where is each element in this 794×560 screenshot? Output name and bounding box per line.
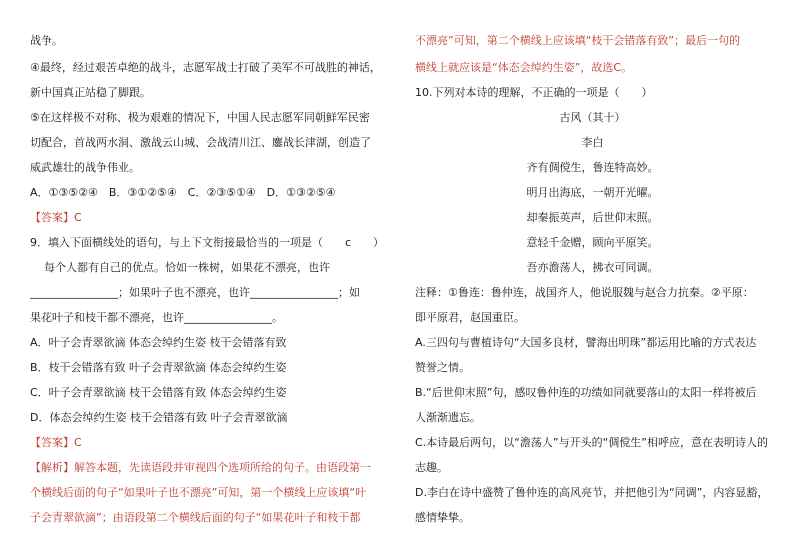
explanation-line: 子会青翠欲滴”；由语段第二个横线后面的句子“如果花叶子和枝干都	[30, 511, 361, 524]
text-line: ⑤在这样极不对称、极为艰难的情况下，中国人民志愿军同朝鲜军民密	[30, 111, 370, 124]
option-b-cont: 人渐渐遗忘。	[415, 411, 481, 424]
option-d-cont: 感情挚挚。	[415, 511, 470, 524]
poem-line: 吾亦澹荡人，拂衣可同调。	[526, 261, 659, 274]
option-a: A.三四句与曹植诗句“大国多良材，譬海出明珠”都运用比喻的方式表达	[415, 336, 757, 349]
explanation-line: 个横线后面的句子“如果叶子也不漂亮”可知，第一个横线上应该填“叶	[30, 486, 367, 499]
question-9: 9．填入下面横线处的语句，与上下文衔接最恰当的一项是（ c ）	[30, 236, 385, 249]
note-line: 即平原君，赵国重臣。	[415, 311, 525, 324]
answer-label: 【答案】C	[30, 436, 82, 449]
option-d: D．体态会绰约生姿 枝干会错落有致 叶子会青翠欲滴	[30, 411, 288, 424]
option-c: C.本诗最后两句，以“澹荡人”与开头的“倜傥生”相呼应，意在表明诗人的	[415, 436, 768, 449]
answer-label: 【答案】C	[30, 211, 82, 224]
poem-line: 意轻千金赠，顾向平原笑。	[526, 236, 659, 249]
option-b: B.“后世仰末照”句，感叹鲁仲连的功绩如同就要落山的太阳一样将被后	[415, 386, 757, 399]
poem-line: 明月出海底，一朝开光曜。	[526, 186, 659, 199]
poem-title: 古风（其十）	[559, 111, 626, 124]
text-line: 切配合，首战两水洞、激战云山城、会战清川江、鏖战长津湖，创造了	[30, 136, 371, 149]
explanation-line: 横线上就应该是“体态会绰约生姿”，故选C。	[415, 61, 633, 74]
poem-line: 却秦振英声，后世仰末照。	[526, 211, 659, 224]
options-line: A．①③⑤②④ B．③①②⑤④ C．②③⑤①④ D．①③②⑤④	[30, 186, 336, 199]
text-line: 果花叶子和枝干都不漂亮，也许________________。	[30, 311, 283, 324]
text-line: ________________；如果叶子也不漂亮，也许________________；如	[30, 286, 360, 299]
text-line: 威武雄壮的战争伟业。	[30, 161, 140, 174]
note-line: 注释：①鲁连：鲁仲连，战国齐人，他说服魏与赵合力抗秦。②平原：	[415, 286, 754, 299]
poem-author: 李白	[581, 136, 604, 149]
option-d: D.李白在诗中盛赞了鲁仲连的高风亮节，并把他引为“同调”，内容显豁，	[415, 486, 769, 499]
text-line: 每个人都有自己的优点。恰如一株树，如果花不漂亮，也许	[44, 261, 330, 274]
option-c: C．叶子会青翠欲滴 枝干会错落有致 体态会绰约生姿	[30, 386, 287, 399]
option-a: A．叶子会青翠欲滴 体态会绰约生姿 枝干会错落有致	[30, 336, 287, 349]
explanation-line: 不漂亮”可知，第二个横线上应该填“枝干会错落有致”；最后一句的	[415, 34, 741, 47]
question-10: 10.下列对本诗的理解，不正确的一项是（ ）	[415, 86, 653, 99]
option-c-cont: 志趣。	[415, 461, 448, 474]
poem-line: 齐有倜傥生，鲁连特高妙。	[526, 161, 659, 174]
option-b: B．枝干会错落有致 叶子会青翠欲滴 体态会绰约生姿	[30, 361, 287, 374]
text-line: ④最终，经过艰苦卓绝的战斗，志愿军战士打破了美军不可战胜的神话，	[30, 61, 381, 74]
option-a-cont: 赞誉之情。	[415, 361, 470, 374]
text-line: 战争。	[30, 34, 63, 47]
text-line: 新中国真正站稳了脚跟。	[30, 86, 151, 99]
explanation-line: 【解析】解答本题，先读语段并审视四个选项所给的句子。由语段第一	[30, 461, 371, 474]
